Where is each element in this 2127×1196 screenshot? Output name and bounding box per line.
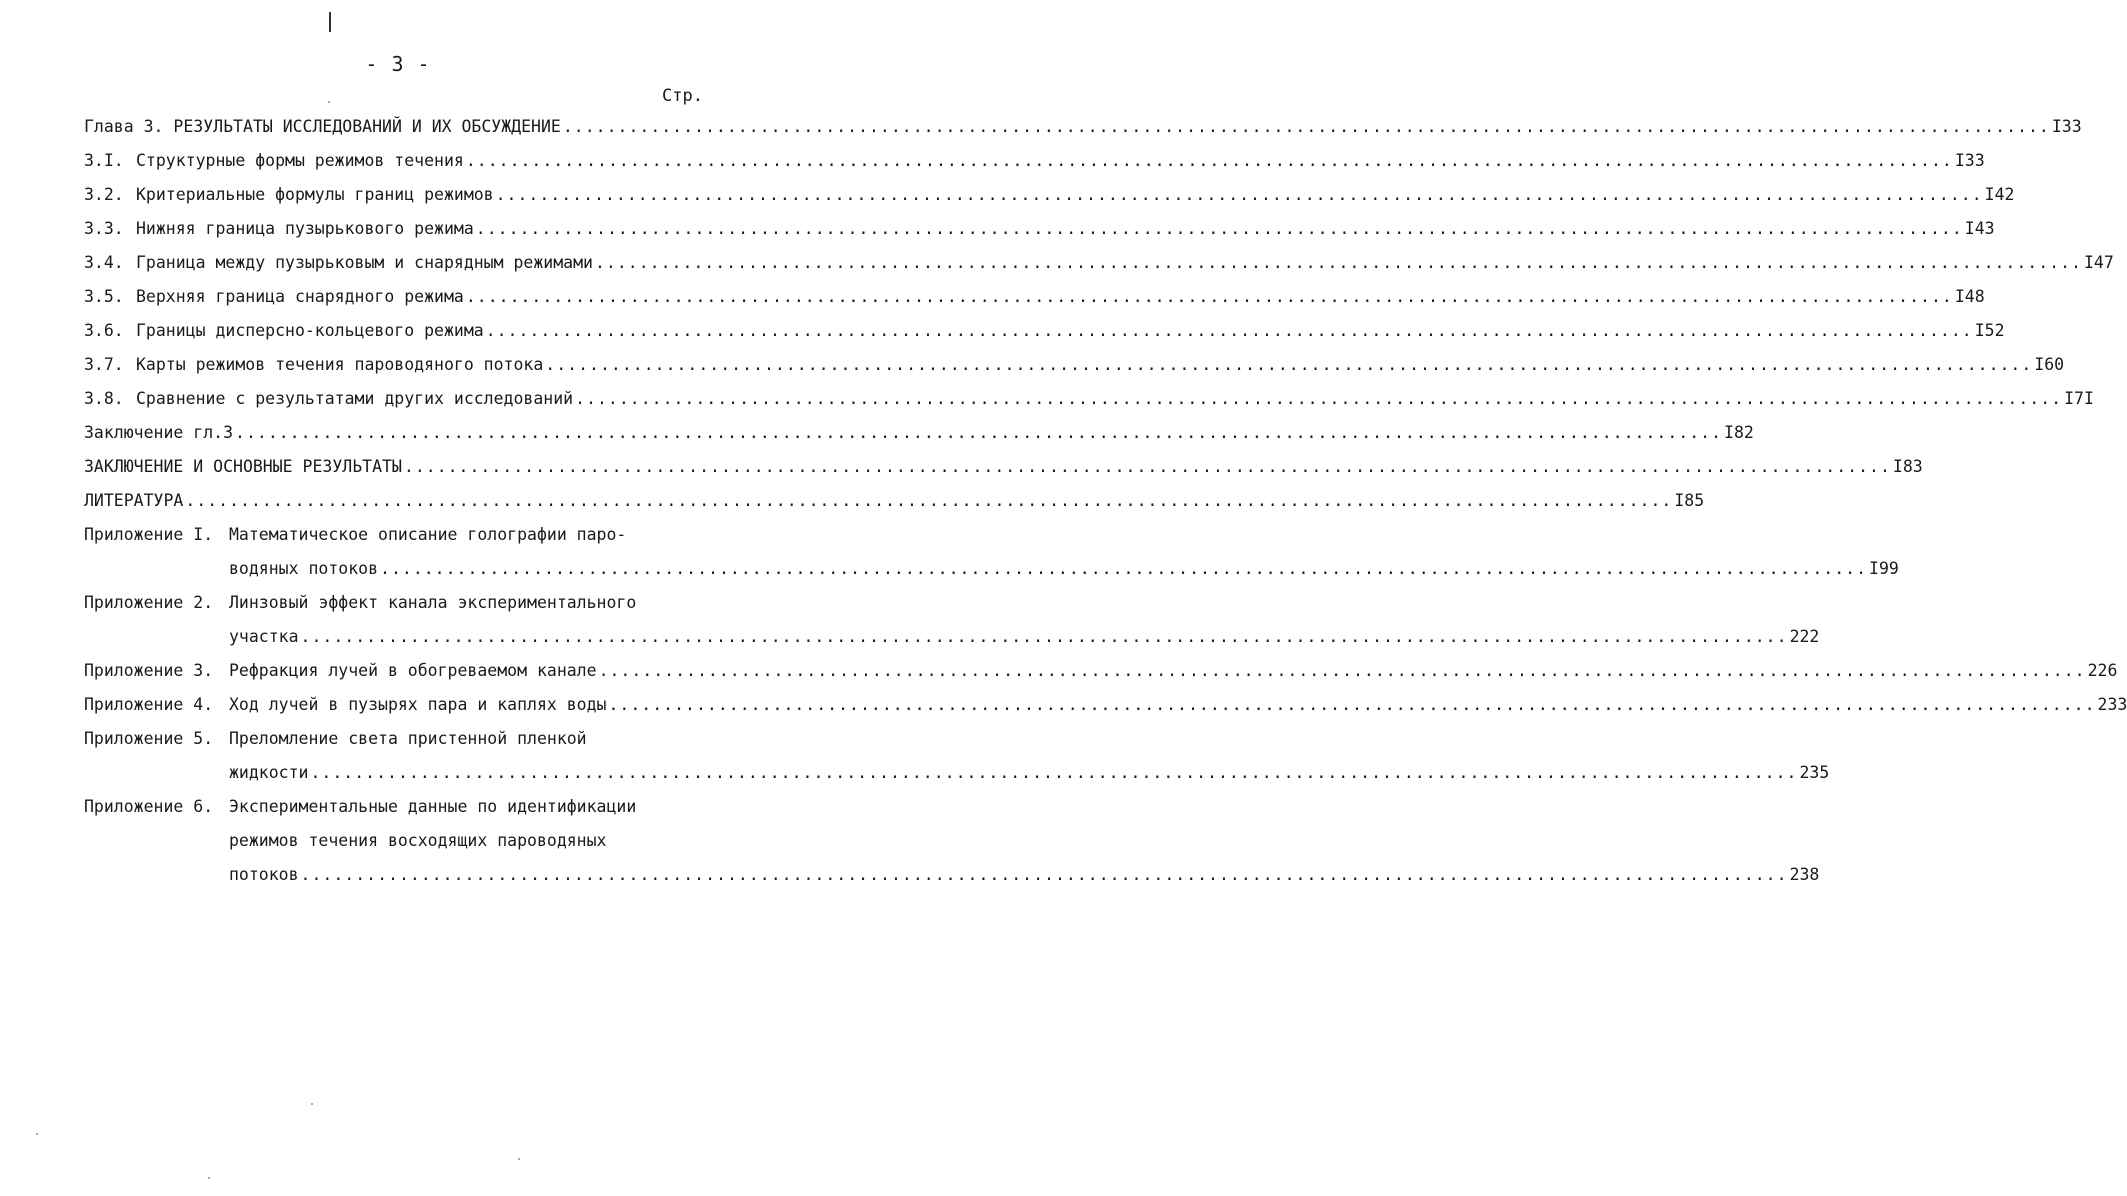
toc-entry-number: 3.2. bbox=[84, 185, 124, 204]
scan-speck bbox=[328, 101, 330, 103]
toc-entry-page: I33 bbox=[1954, 151, 1985, 170]
leader-dots bbox=[496, 185, 1983, 204]
page-column-header: Стр. bbox=[662, 86, 703, 106]
leader-dots bbox=[595, 253, 2082, 272]
toc-entry-page: I42 bbox=[1984, 185, 2015, 204]
toc-entry-number: 3.7. bbox=[84, 355, 124, 374]
appendix-label: Приложение 2. bbox=[84, 593, 214, 612]
toc-entry-chapter-conclusion bbox=[84, 423, 1754, 457]
toc-entry-number: 3.6. bbox=[84, 321, 124, 340]
toc-appendix-4 bbox=[84, 695, 2127, 729]
toc-entry-page: I7I bbox=[2064, 389, 2094, 408]
toc-entry-literature bbox=[84, 491, 1705, 525]
toc-appendix-2 bbox=[84, 593, 704, 627]
toc-entry-title: Критериальные формулы границ режимов bbox=[136, 185, 494, 204]
leader-dots bbox=[301, 865, 1788, 884]
toc-entry-page: I48 bbox=[1954, 287, 1985, 306]
scan-speck bbox=[208, 1177, 210, 1179]
leader-dots bbox=[404, 457, 1891, 476]
toc-appendix-3 bbox=[84, 661, 2118, 695]
toc-entry-3-7 bbox=[84, 355, 2065, 389]
toc-entry-page: I43 bbox=[1964, 219, 1995, 238]
toc-entry-page: I83 bbox=[1892, 457, 1923, 476]
scan-speck bbox=[36, 1133, 38, 1135]
toc-entry-3-1 bbox=[84, 151, 1985, 185]
toc-entry-number: 3.8. bbox=[84, 389, 124, 408]
toc-entry-page: I52 bbox=[1974, 321, 2005, 340]
leader-dots bbox=[466, 287, 1953, 306]
leader-dots bbox=[599, 661, 2086, 680]
appendix-label: Приложение 5. bbox=[84, 729, 214, 748]
appendix-title-line: Линзовый эффект канала экспериментального bbox=[229, 593, 637, 612]
toc-entry-title: РЕЗУЛЬТАТЫ ИССЛЕДОВАНИЙ И ИХ ОБСУЖДЕНИЕ bbox=[173, 117, 561, 136]
toc-entry-page: I60 bbox=[2034, 355, 2065, 374]
toc-entry-number: Глава 3. bbox=[84, 117, 164, 136]
toc-entry-page: 222 bbox=[1789, 627, 1820, 646]
scan-speck bbox=[518, 1158, 520, 1160]
toc-entry-chapter-3 bbox=[84, 117, 2082, 151]
appendix-title-line: потоков bbox=[229, 865, 299, 884]
leader-dots bbox=[310, 763, 1797, 782]
toc-entry-number: 3.3. bbox=[84, 219, 124, 238]
leader-dots bbox=[609, 695, 2096, 714]
leader-dots bbox=[185, 491, 1672, 510]
toc-entry-page: 233 bbox=[2097, 695, 2127, 714]
toc-entry-page: 226 bbox=[2087, 661, 2118, 680]
toc-entry-title: Структурные формы режимов течения bbox=[136, 151, 464, 170]
toc-entry-3-6 bbox=[84, 321, 2005, 355]
appendix-title-line: участка bbox=[229, 627, 299, 646]
appendix-label: Приложение I. bbox=[84, 525, 214, 544]
toc-entry-3-2 bbox=[84, 185, 2015, 219]
appendix-title-line: Экспериментальные данные по идентификации bbox=[229, 797, 637, 816]
toc-appendix-2-cont bbox=[84, 627, 1820, 661]
toc-entry-number: 3.I. bbox=[84, 151, 124, 170]
toc-entry-title: Верхняя граница снарядного режима bbox=[136, 287, 464, 306]
appendix-title-line: Ход лучей в пузырях пара и каплях воды bbox=[229, 695, 607, 714]
toc-entry-page: 238 bbox=[1789, 865, 1820, 884]
appendix-title-line: Преломление света пристенной пленкой bbox=[229, 729, 587, 748]
toc-entry-3-8 bbox=[84, 389, 2094, 423]
leader-dots bbox=[235, 423, 1722, 442]
toc-entry-number: 3.5. bbox=[84, 287, 124, 306]
leader-dots bbox=[575, 389, 2062, 408]
leader-dots bbox=[545, 355, 2032, 374]
toc-entry-page: I33 bbox=[2051, 117, 2082, 136]
appendix-label: Приложение 4. bbox=[84, 695, 214, 714]
toc-entry-title: Нижняя граница пузырькового режима bbox=[136, 219, 474, 238]
toc-entry-page: I85 bbox=[1674, 491, 1705, 510]
toc-entry-conclusion bbox=[84, 457, 1923, 491]
toc-entry-page: I47 bbox=[2083, 253, 2114, 272]
toc-entry-title: Сравнение с результатами других исследований bbox=[136, 389, 574, 408]
leader-dots bbox=[301, 627, 1788, 646]
toc-appendix-6 bbox=[84, 797, 704, 831]
toc-entry-title: Карты режимов течения пароводяного потока bbox=[136, 355, 544, 374]
toc-entry-number: 3.4. bbox=[84, 253, 124, 272]
leader-dots bbox=[380, 559, 1867, 578]
toc-entry-title: Заключение гл.3 bbox=[84, 423, 234, 442]
toc-entry-title: Границы дисперсно-кольцевого режима bbox=[136, 321, 484, 340]
leader-dots bbox=[466, 151, 1953, 170]
toc-entry-3-4 bbox=[84, 253, 2114, 287]
toc-entry-title: ЗАКЛЮЧЕНИЕ И ОСНОВНЫЕ РЕЗУЛЬТАТЫ bbox=[84, 457, 402, 476]
scan-speck bbox=[311, 1103, 313, 1105]
margin-mark bbox=[329, 12, 331, 32]
toc-entry-page: I99 bbox=[1869, 559, 1899, 578]
toc-entry-page: I82 bbox=[1724, 423, 1754, 442]
table-of-contents bbox=[84, 117, 2127, 899]
appendix-label: Приложение 6. bbox=[84, 797, 214, 816]
appendix-title-line: водяных потоков bbox=[229, 559, 379, 578]
toc-appendix-5 bbox=[84, 729, 704, 763]
toc-appendix-1-cont bbox=[84, 559, 1899, 593]
page-number: - 3 - bbox=[365, 52, 431, 76]
appendix-title-line: жидкости bbox=[229, 763, 309, 782]
leader-dots bbox=[476, 219, 1963, 238]
toc-entry-page: 235 bbox=[1799, 763, 1830, 782]
toc-appendix-5-cont bbox=[84, 763, 1830, 797]
appendix-title-line: Математическое описание голографии паро- bbox=[229, 525, 627, 544]
appendix-title-line: режимов течения восходящих пароводяных bbox=[229, 831, 607, 850]
toc-entry-title: Граница между пузырьковым и снарядным режимами bbox=[136, 253, 593, 272]
toc-entry-title: ЛИТЕРАТУРА bbox=[84, 491, 184, 510]
toc-appendix-6-cont bbox=[84, 831, 704, 865]
toc-entry-3-3 bbox=[84, 219, 1995, 253]
appendix-label: Приложение 3. bbox=[84, 661, 214, 680]
toc-appendix-6-cont-2 bbox=[84, 865, 1820, 899]
toc-appendix-1 bbox=[84, 525, 704, 559]
appendix-title-line: Рефракция лучей в обогреваемом канале bbox=[229, 661, 597, 680]
leader-dots bbox=[486, 321, 1973, 340]
leader-dots bbox=[563, 117, 2050, 136]
toc-entry-3-5 bbox=[84, 287, 1985, 321]
